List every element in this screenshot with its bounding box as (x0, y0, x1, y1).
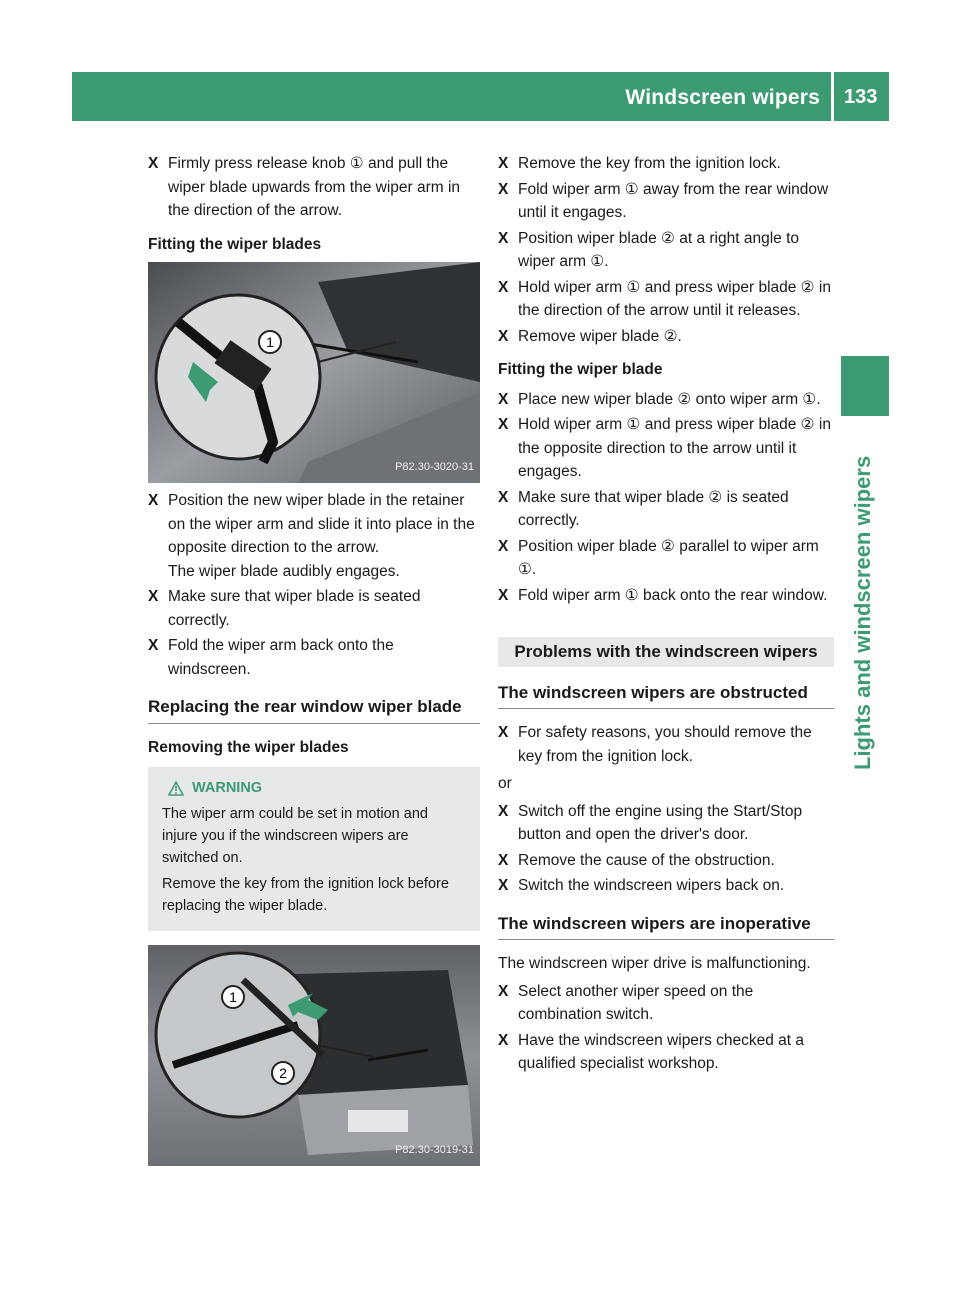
step-item: X Make sure that wiper blade is seated correctly. (148, 585, 480, 632)
right-column (498, 152, 834, 1078)
step-item: X Remove wiper blade ②. (498, 325, 834, 349)
section-title-inoperative: The windscreen wipers are inoperative (498, 912, 834, 941)
step-arrow-icon: X (498, 851, 509, 869)
step-item: X Remove the key from the ignition lock. (498, 152, 834, 176)
step-item: X Remove the cause of the obstruction. (498, 849, 834, 873)
step-arrow-icon: X (498, 982, 509, 1000)
step-arrow-icon: X (498, 416, 509, 433)
step-item: X Switch off the engine using the Start/Stop button and open the driver's door. (498, 800, 834, 847)
step-item: X Fold the wiper arm back onto the windscreen. (148, 634, 480, 681)
step-item: X Fold wiper arm ① back onto the rear window. (498, 584, 834, 608)
step-item: X Position the new wiper blade in the retainer on the wiper arm and slide it into place in the opposite direction to the arrow. The wiper blade audibly engages. (148, 489, 480, 583)
step-arrow-icon: X (498, 155, 509, 172)
step-arrow-icon: X (498, 327, 509, 345)
step-arrow-icon: X (498, 802, 509, 820)
step-arrow-icon: X (498, 724, 509, 741)
side-tab (841, 356, 889, 416)
step-arrow-icon: X (498, 229, 509, 247)
left-column (148, 152, 480, 1172)
callout-1: 1 (266, 334, 274, 350)
subheading-fitting: Fitting the wiper blades (148, 235, 322, 253)
step-item: X Place new wiper blade ② onto wiper arm ①. (498, 388, 834, 412)
warning-icon (168, 781, 184, 796)
rear-wiper-photo (148, 945, 480, 1166)
step-item: X Position wiper blade ② parallel to wiper arm ①. (498, 535, 834, 582)
section-title-rear: Replacing the rear window wiper blade (148, 695, 480, 724)
problems-heading: Problems with the windscreen wipers (498, 637, 834, 667)
step-arrow-icon: X (498, 180, 509, 198)
callout-1: 1 (229, 989, 237, 1005)
warning-heading: WARNING (162, 777, 466, 799)
step-item: X For safety reasons, you should remove the key from the ignition lock. (498, 721, 834, 768)
subheading-removing: Removing the wiper blades (148, 738, 349, 756)
section-title-obstructed: The windscreen wipers are obstructed (498, 681, 834, 710)
wiper-blade-photo (148, 262, 480, 483)
step-item: X Hold wiper arm ① and press wiper blade ② in the opposite direction to the arrow until it engages. (498, 413, 834, 484)
step-item: X Make sure that wiper blade ② is seated correctly. (498, 486, 834, 533)
photo-code: P82.30-3020-31 (395, 460, 474, 473)
step-arrow-icon: X (498, 390, 509, 408)
step-item: X Hold wiper arm ① and press wiper blade ② in the direction of the arrow until it releases. (498, 276, 834, 323)
step-item: X Fold wiper arm ① away from the rear window until it engages. (498, 178, 834, 225)
step-item: X Firmly press release knob ① and pull the wiper blade upwards from the wiper arm in the direction of the arrow. (148, 152, 480, 223)
step-item: X Switch the windscreen wipers back on. (498, 874, 834, 898)
subheading-fitting-blade: Fitting the wiper blade (498, 361, 663, 378)
or-text: or (498, 775, 512, 792)
step-arrow-icon: X (498, 537, 509, 555)
step-arrow-icon: X (498, 1031, 509, 1049)
warning-text-1: The wiper arm could be set in motion and injure you if the windscreen wipers are switched on. (162, 806, 428, 866)
warning-text-2: Remove the key from the ignition lock before replacing the wiper blade. (162, 876, 449, 914)
page-section-title: Windscreen wipers (625, 86, 820, 109)
step-arrow-icon: X (148, 588, 159, 605)
step-item: X Position wiper blade ② at a right angle to wiper arm ①. (498, 227, 834, 274)
step-arrow-icon: X (148, 155, 159, 172)
callout-2: 2 (279, 1065, 287, 1081)
step-item: X Have the windscreen wipers checked at a qualified specialist workshop. (498, 1029, 834, 1076)
side-chapter-label: Lights and windscreen wipers (850, 455, 875, 770)
photo-code: P82.30-3019-31 (395, 1143, 474, 1156)
warning-box (148, 767, 480, 931)
step-arrow-icon: X (498, 586, 509, 604)
page-number: 133 (844, 86, 878, 108)
header-divider (831, 72, 834, 121)
step-arrow-icon: X (148, 637, 159, 654)
step-arrow-icon: X (498, 877, 509, 894)
step-arrow-icon: X (148, 492, 159, 509)
step-arrow-icon: X (498, 278, 509, 296)
step-item: X Select another wiper speed on the combination switch. (498, 980, 834, 1027)
inoperative-text: The windscreen wiper drive is malfunctioning. (498, 955, 811, 972)
step-arrow-icon: X (498, 488, 509, 506)
